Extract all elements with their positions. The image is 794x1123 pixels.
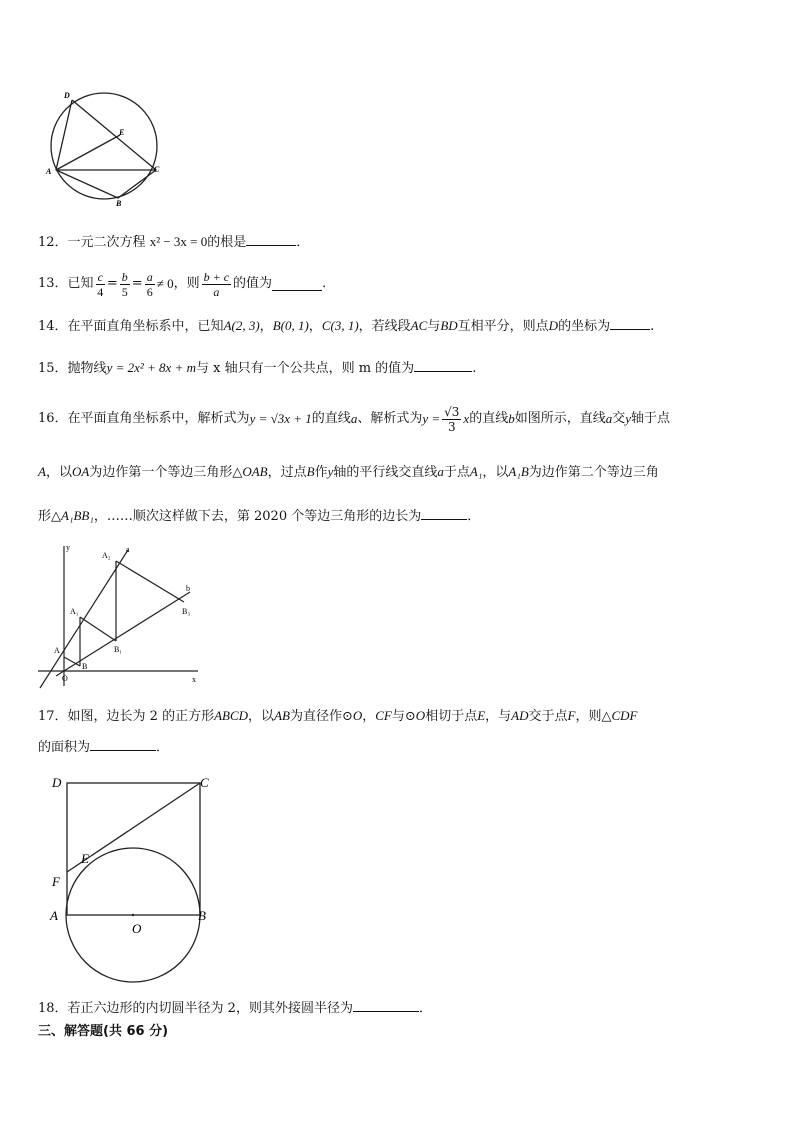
answer-blank [421,507,467,520]
fig2-label-b1: B₁ [114,645,123,654]
answer-blank [610,317,650,330]
fig2-label-o: O [62,674,68,683]
question-12: 12．一元二次方程 x² − 3x = 0的根是 ． [38,234,310,250]
question-13: 13． 已知 $\frac{c}{4}$ = $\frac{b}{5}$ = $\frac{a}{6}$ ≠ 0 ，则 $\frac{b + c}{a}$ 的值为 ． [38,269,336,299]
fig2-label-origin-a: A [54,646,60,655]
q12-equation: x² − 3x = 0 [149,234,208,249]
fig1-label-a: A [46,167,52,176]
figure-equilateral-triangles [36,540,206,690]
fig2-label-a1: A₁ [70,607,79,616]
fig1-label-b: B [116,199,122,208]
fig2-label-a: a [126,545,130,554]
answer-blank [90,738,156,751]
fig2-label-a2: A₂ [102,551,111,560]
fig2-label-origin-b: B [82,662,88,671]
fig2-label-x: x [192,675,196,684]
answer-blank [353,999,419,1012]
figure-circle-quadrilateral [40,88,164,210]
fig2-label-b: b [186,584,190,593]
fig3-label-d: D [52,775,62,790]
fig1-label-c: C [154,165,160,174]
fig3-label-o: O [132,921,142,936]
question-14: 14．在平面直角坐标系中，已知A(2, 3)，B(0, 1)，C(3, 1)，若线段AC与BD互相平分，则点D的坐标为 . [38,318,655,334]
question-16-line-2: A，以OA为边作第一个等边三角形△OAB，过点B作y轴的平行线交直线a于点A₁，以A₁B为边作第二个等边三角 [38,464,659,480]
answer-blank [272,278,322,291]
fig2-label-b3: B₃ [182,607,191,616]
question-16: 16． 在平面直角坐标系中，解析式为 y = √3x + 1 的直线 a 、解析式为 y = $\frac{√3}{3}$ x 的直线 b 如图所示，直线 a 交 y 轴于点 [38,404,671,434]
fig1-label-d: D [64,91,70,100]
fig3-label-b: B [198,908,206,923]
section-3-heading: 三、解答题(共 66 分) [38,1024,169,1039]
answer-blank [414,359,472,372]
fig3-label-e: E [81,851,89,866]
figure-square-circle [46,772,216,990]
question-18: 18．若正六边形的内切圆半径为 2，则其外接圆半径为 ． [38,1001,432,1016]
fig3-label-f: F [52,874,60,889]
fig2-label-y: y [66,543,70,552]
fig3-label-a: A [50,908,58,923]
question-15: 15．抛物线y = 2x² + 8x + m与 x 轴只有一个公共点，则 m 的值为 . [38,360,477,376]
question-17-line-2: 的面积为 ． [38,740,170,755]
question-17: 17．如图，边长为 2 的正方形ABCD，以AB为直径作⊙O，CF与⊙O相切于点E，与AD交于点F，则△CDF [38,708,638,724]
answer-blank [246,233,296,246]
fig1-label-e: E [119,128,125,137]
fig3-label-c: C [200,775,209,790]
question-16-line-3: 形△A₁BB₁，……顺次这样做下去，第 2020 个等边三角形的边长为 ． [38,508,481,524]
